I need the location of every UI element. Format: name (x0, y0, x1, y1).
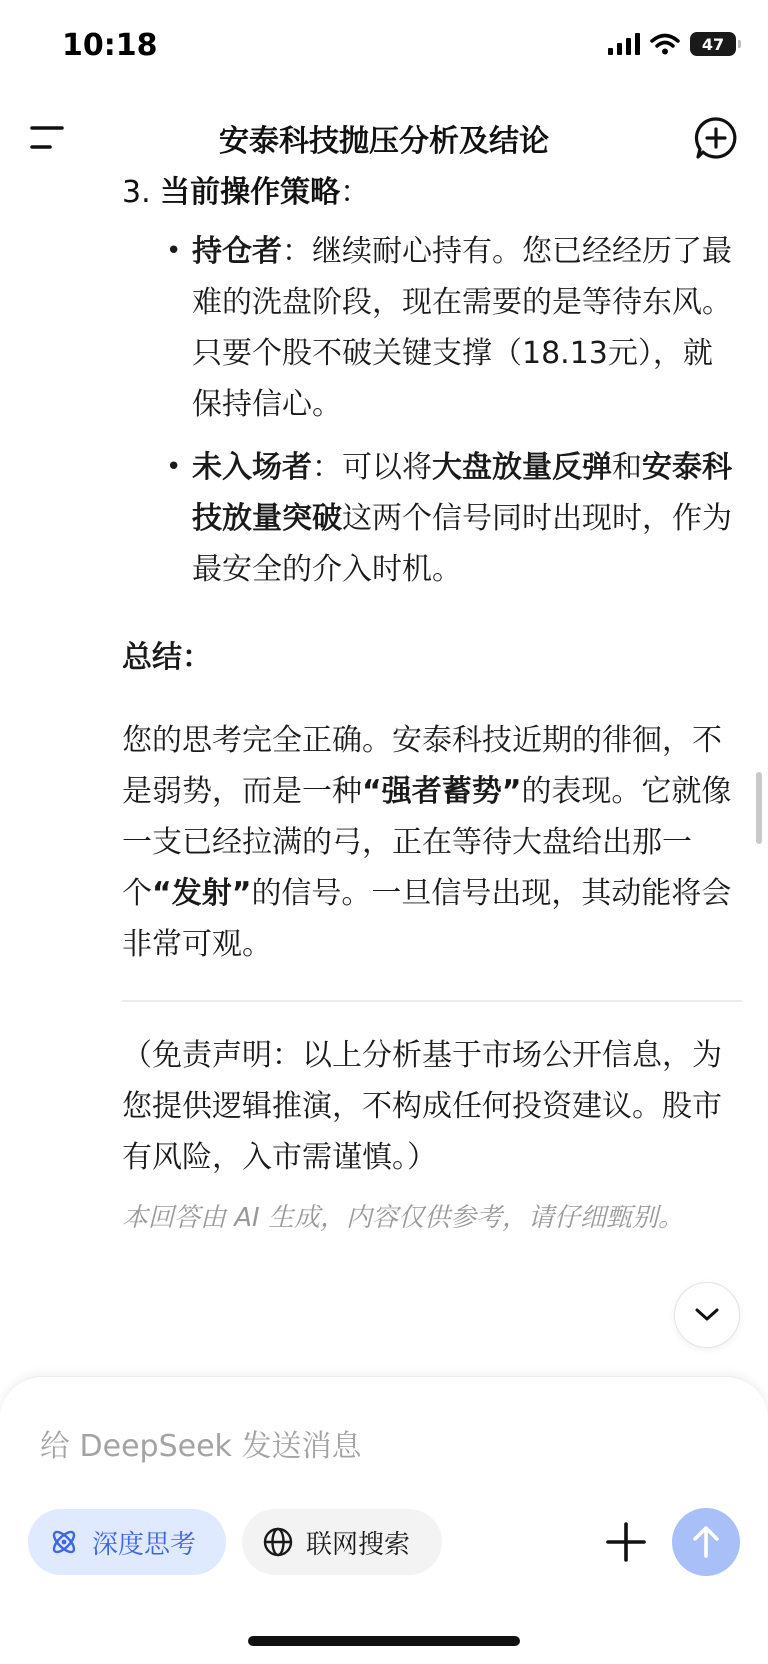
arrow-up-icon (690, 1524, 722, 1560)
disclaimer: （免责声明：以上分析基于市场公开信息，为您提供逻辑推演，不构成任何投资建议。股市有风险，入市需谨慎。） (122, 1038, 722, 1175)
bullet-label: 持仓者 (192, 234, 282, 269)
scrollbar[interactable] (756, 772, 762, 844)
list-item: • 未入场者：可以将大盘放量反弹和安泰科技放量突破这两个信号同时出现时，作为最安全的介入时机。 (122, 442, 742, 595)
status-icons (608, 32, 736, 56)
new-chat-icon[interactable] (694, 116, 738, 160)
atom-icon (48, 1526, 80, 1558)
home-indicator[interactable] (248, 1636, 520, 1646)
message-content (122, 168, 742, 1239)
summary-paragraph: 您的思考完全正确。安泰科技近期的徘徊，不是弱势，而是一种“强者蓄势”的表现。它就像一支已经拉满的弓，正在等待大盘给出那一个“发射”的信号。一旦信号出现，其动能将会非常可观。 (122, 723, 732, 962)
strategy-list (122, 226, 742, 595)
web-search-toggle[interactable] (242, 1509, 442, 1575)
plus-icon[interactable] (600, 1516, 652, 1568)
list-item: • 持仓者：继续耐心持有。您已经经历了最难的洗盘阶段，现在需要的是等待东风。只要个股不破关键支撑（18.13元），就保持信心。 (122, 226, 742, 430)
globe-icon (262, 1526, 294, 1558)
composer (0, 1376, 768, 1664)
status-bar (0, 0, 768, 96)
signal-icon (608, 33, 640, 55)
wifi-icon (650, 33, 680, 55)
scroll-to-bottom-button[interactable] (674, 1282, 740, 1348)
page-title: 安泰科技抛压分析及结论 (219, 124, 549, 159)
bullet-text: 继续耐心持有。您已经经历了最难的洗盘阶段，现在需要的是等待东风。只要个股不破关键支撑（18.13元），就保持信心。 (192, 234, 732, 422)
deep-think-toggle[interactable] (28, 1509, 226, 1575)
section-heading: 3. 当前操作策略： (122, 175, 371, 210)
bullet-label: 未入场者 (192, 450, 312, 485)
ai-generated-note: 本回答由 AI 生成，内容仅供参考，请仔细甄别。 (122, 1203, 684, 1233)
deep-think-label: 深度思考 (92, 1529, 197, 1560)
divider (122, 1000, 742, 1002)
summary-heading: 总结： (122, 640, 212, 675)
battery-icon: 47 (690, 32, 736, 56)
web-search-label: 联网搜索 (306, 1529, 411, 1560)
send-button[interactable] (672, 1508, 740, 1576)
status-time: 10:18 (62, 28, 158, 63)
chevron-down-icon (694, 1307, 720, 1323)
message-input[interactable]: 给 DeepSeek 发送消息 (40, 1429, 362, 1464)
header (0, 104, 768, 168)
